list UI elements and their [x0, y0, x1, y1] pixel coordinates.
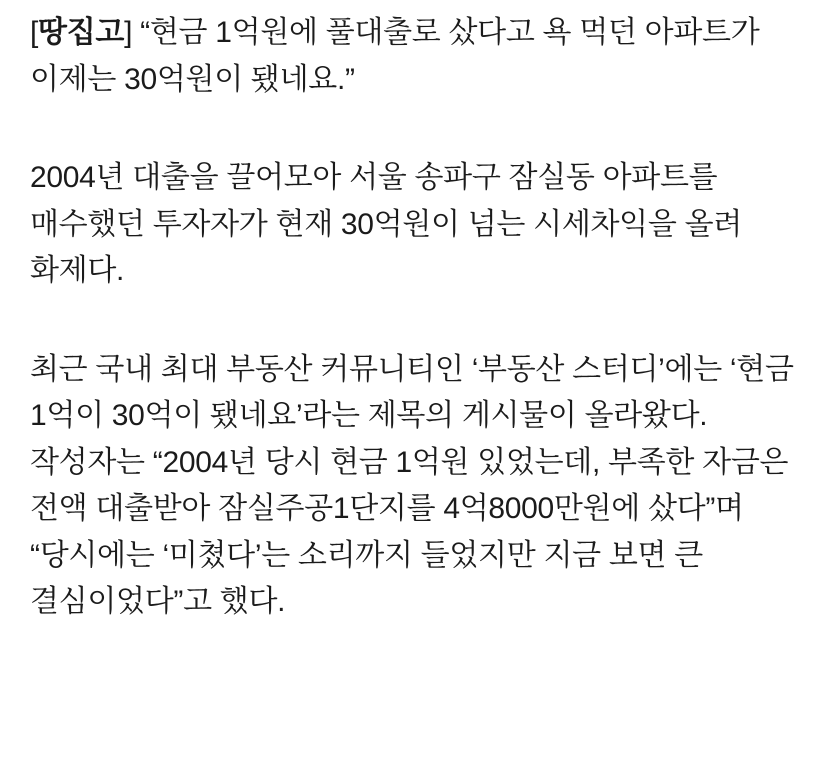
- body-paragraph-1: 2004년 대출을 끌어모아 서울 송파구 잠실동 아파트를 매수했던 투자자가 현재 30억원이 넘는 시세차익을 올려 화제다.: [30, 161, 742, 287]
- body-paragraph-2: 최근 국내 최대 부동산 커뮤니티인 ‘부동산 스터디’에는 ‘현금 1억이 30억이 됐네요’라는 제목의 게시물이 올라왔다. 작성자는 “2004년 당시 현금 1억원 있었는데, 부족한 자금은 전액 대출받아 잠실주공1단지를 4억8000만원에 샀다”며 “당시에는 ‘미쳤다’는 소리까지 들었지만 지금 보면 큰 결심이었다”고 했다.: [30, 352, 794, 618]
- lead-paragraph: [30, 10, 807, 103]
- source-tag-label: 땅집고: [38, 16, 125, 49]
- source-tag-close-bracket: ]: [124, 16, 141, 49]
- lead-paragraph-text: “현금 1억원에 풀대출로 샀다고 욕 먹던 아파트가 이제는 30억원이 됐네요.”: [30, 16, 760, 96]
- source-tag-open-bracket: [: [30, 16, 39, 49]
